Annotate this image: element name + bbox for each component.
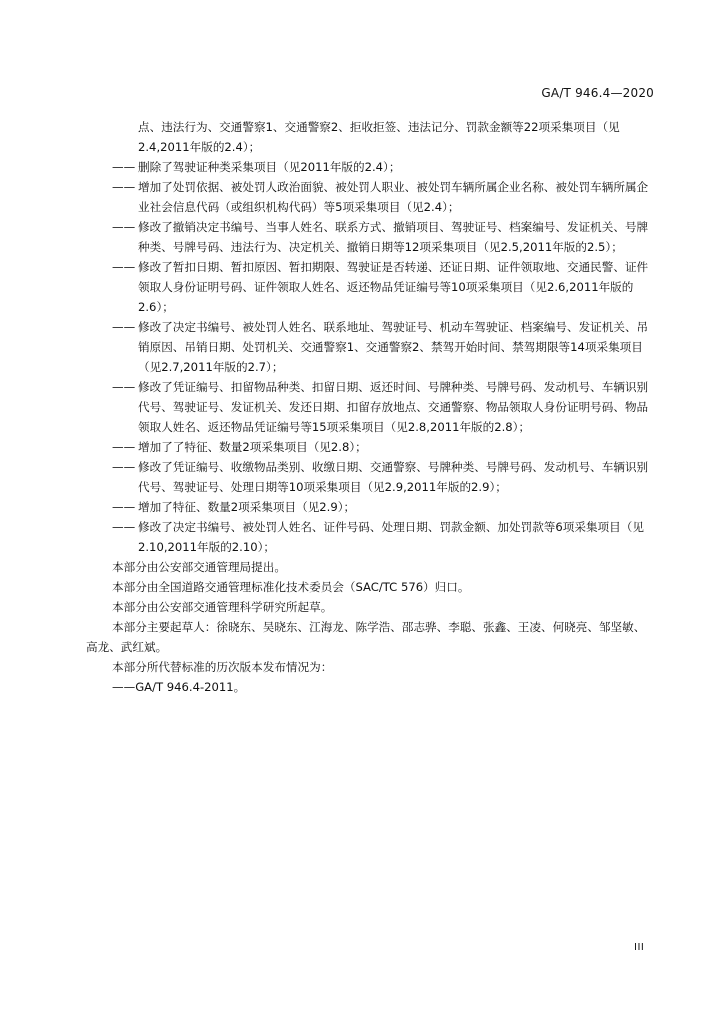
dash-marker: —— bbox=[112, 260, 136, 274]
change-item-text: 修改了凭证编号、扣留物品种类、扣留日期、返还时间、号牌种类、号牌号码、发动机号、车辆识别代号、驾驶证号、发证机关、发还日期、扣留存放地点、交通警察、物品领取人身份证明号码、物品领取人姓名、返还物品凭证编号等15项采集项目（见2.8,2011年版的2.8）； bbox=[138, 380, 649, 434]
change-item-text: 增加了了特征、数量2项采集项目（见2.8）； bbox=[138, 440, 367, 454]
change-item-text: 修改了决定书编号、被处罚人姓名、证件号码、处理日期、罚款金额、加处罚款等6项采集项目（见2.10,2011年版的2.10）； bbox=[138, 520, 644, 554]
change-item bbox=[86, 497, 656, 517]
document-id-header: GA/T 946.4—2020 bbox=[541, 86, 654, 100]
history-version-entry: ——GA/T 946.4-2011。 bbox=[112, 680, 246, 694]
change-item-text: 增加了处罚依据、被处罚人政治面貌、被处罚人职业、被处罚车辆所属企业名称、被处罚车辆所属企业社会信息代码（或组织机构代码）等5项采集项目（见2.4）； bbox=[138, 180, 649, 214]
change-item bbox=[86, 457, 656, 497]
dash-marker: —— bbox=[112, 320, 136, 334]
change-item bbox=[86, 377, 656, 437]
change-item bbox=[86, 437, 656, 457]
dash-marker: —— bbox=[112, 220, 136, 234]
change-item bbox=[86, 217, 656, 257]
change-item bbox=[86, 177, 656, 217]
dash-marker: —— bbox=[112, 440, 136, 454]
change-item bbox=[86, 157, 656, 177]
dash-marker: —— bbox=[112, 380, 136, 394]
change-item-text: 修改了凭证编号、收缴物品类别、收缴日期、交通警察、号牌种类、号牌号码、发动机号、车辆识别代号、驾驶证号、处理日期等10项采集项目（见2.9,2011年版的2.9）； bbox=[138, 460, 649, 494]
dash-marker: —— bbox=[112, 500, 136, 514]
page-number: III bbox=[634, 942, 645, 953]
change-item-text: 删除了驾驶证种类采集项目（见2011年版的2.4）； bbox=[138, 160, 401, 174]
dash-marker: —— bbox=[112, 460, 136, 474]
change-item bbox=[86, 317, 656, 377]
continuation-text: 点、违法行为、交通警察1、交通警察2、拒收拒签、违法记分、罚款金额等22项采集项目（见2.4,2011年版的2.4）； bbox=[138, 120, 620, 154]
dash-marker: —— bbox=[112, 160, 136, 174]
dash-marker: —— bbox=[112, 180, 136, 194]
drafters-paragraph: 本部分主要起草人：徐晓东、吴晓东、江海龙、陈学浩、邵志骅、李聪、张鑫、王凌、何晓亮、邹坚敏、高龙、武红斌。 bbox=[86, 620, 646, 654]
change-item-text: 修改了决定书编号、被处罚人姓名、联系地址、驾驶证号、机动车驾驶证、档案编号、发证机关、吊销原因、吊销日期、处罚机关、交通警察1、交通警察2、禁驾开始时间、禁驾期限等14项采集项目（见2.7,2011年版的2.7）； bbox=[138, 320, 649, 374]
drafting-unit-paragraph: 本部分由公安部交通管理科学研究所起草。 bbox=[112, 600, 333, 614]
change-item-text: 修改了暂扣日期、暂扣原因、暂扣期限、驾驶证是否转递、还证日期、证件领取地、交通民警、证件领取人身份证明号码、证件领取人姓名、返还物品凭证编号等10项采集项目（见2.6,2011年版的2.6）； bbox=[138, 260, 649, 314]
proposer-paragraph: 本部分由公安部交通管理局提出。 bbox=[112, 560, 286, 574]
committee-paragraph: 本部分由全国道路交通管理标准化技术委员会（SAC/TC 576）归口。 bbox=[112, 580, 470, 594]
dash-marker: —— bbox=[112, 520, 136, 534]
history-intro-paragraph: 本部分所代替标准的历次版本发布情况为： bbox=[112, 660, 333, 674]
foreword-body bbox=[86, 117, 656, 697]
change-item bbox=[86, 517, 656, 557]
change-item bbox=[86, 257, 656, 317]
change-item-text: 修改了撤销决定书编号、当事人姓名、联系方式、撤销项目、驾驶证号、档案编号、发证机关、号牌种类、号牌号码、违法行为、决定机关、撤销日期等12项采集项目（见2.5,2011年版的2.5）； bbox=[138, 220, 649, 254]
change-item-text: 增加了特征、数量2项采集项目（见2.9）； bbox=[138, 500, 356, 514]
